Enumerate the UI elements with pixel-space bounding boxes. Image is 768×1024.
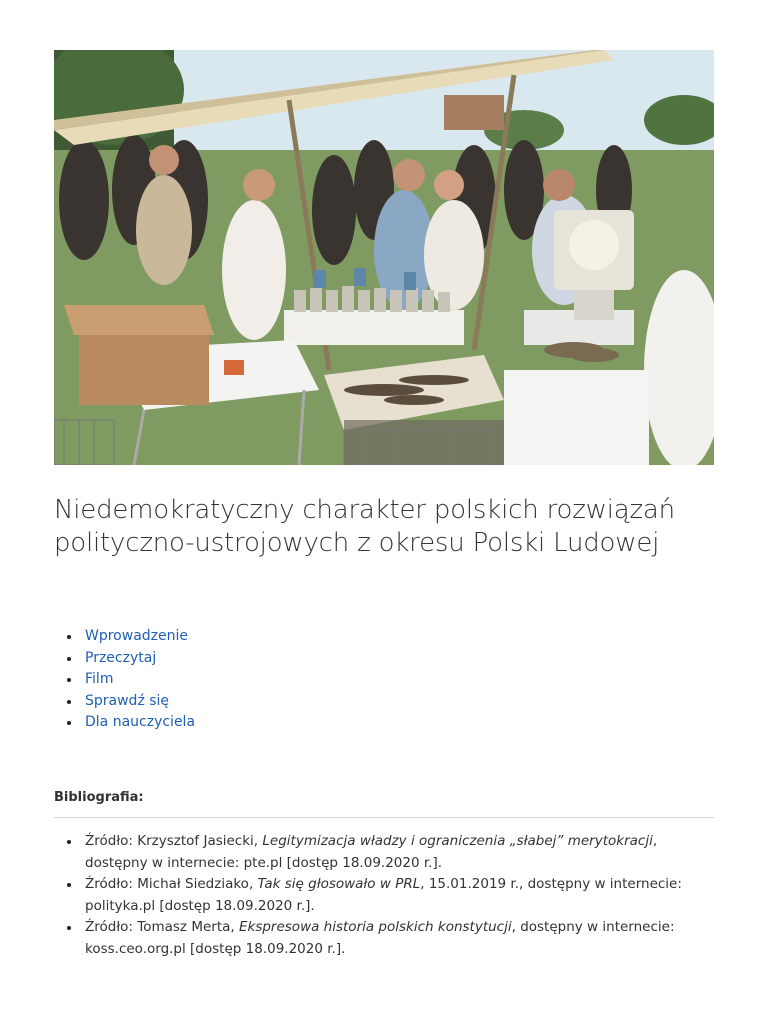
section-navigation (54, 626, 195, 734)
bibliography-entry-title: Ekspresowa historia polskich konstytucji (238, 919, 512, 936)
bibliography-entry-title: Tak się głosowało w PRL (257, 876, 421, 893)
bibliography-entry (85, 874, 715, 917)
bibliography-list (54, 831, 715, 961)
nav-link-introduction[interactable]: Wprowadzenie (85, 628, 188, 644)
nav-item-for-teacher (85, 712, 195, 734)
nav-link-film[interactable]: Film (85, 671, 114, 687)
bibliography-entry-suffix: , 15.01.2019 r., dostępny w internecie: polityka.pl [dostęp 18.09.2020 r.]. (85, 876, 682, 914)
nav-link-for-teacher[interactable]: Dla nauczyciela (85, 714, 196, 730)
bibliography-entry (85, 917, 715, 960)
bibliography-entry (85, 831, 715, 874)
nav-item-introduction (85, 626, 195, 648)
bibliography-entry-suffix: , dostępny w internecie: pte.pl [dostęp 18.09.2020 r.]. (85, 833, 658, 871)
nav-item-check-yourself (85, 691, 195, 713)
bibliography-entry-prefix: Źródło: Michał Siedziako, (85, 876, 258, 893)
bibliography-entry-title: Legitymizacja władzy i ograniczenia „słabej” merytokracji (262, 833, 653, 849)
bibliography-entry-suffix: , dostępny w internecie: koss.ceo.org.pl [dostęp 18.09.2020 r.]. (85, 919, 675, 957)
nav-item-film (85, 669, 195, 691)
market-stall-illustration (54, 50, 714, 465)
page-title: Niedemokratyczny charakter polskich rozwiązań polityczno-ustrojowych z okresu Polski Ludowej (54, 495, 675, 558)
nav-item-read (85, 648, 195, 670)
bibliography-divider (54, 817, 714, 818)
nav-link-check-yourself[interactable]: Sprawdź się (85, 692, 170, 709)
bibliography-entry-prefix: Źródło: Tomasz Merta, (85, 919, 239, 936)
market-stall-photo (54, 50, 714, 465)
nav-link-read[interactable]: Przeczytaj (85, 649, 157, 666)
bibliography-heading: Bibliografia: (54, 790, 144, 805)
bibliography-entry-prefix: Źródło: Krzysztof Jasiecki, (85, 833, 263, 849)
